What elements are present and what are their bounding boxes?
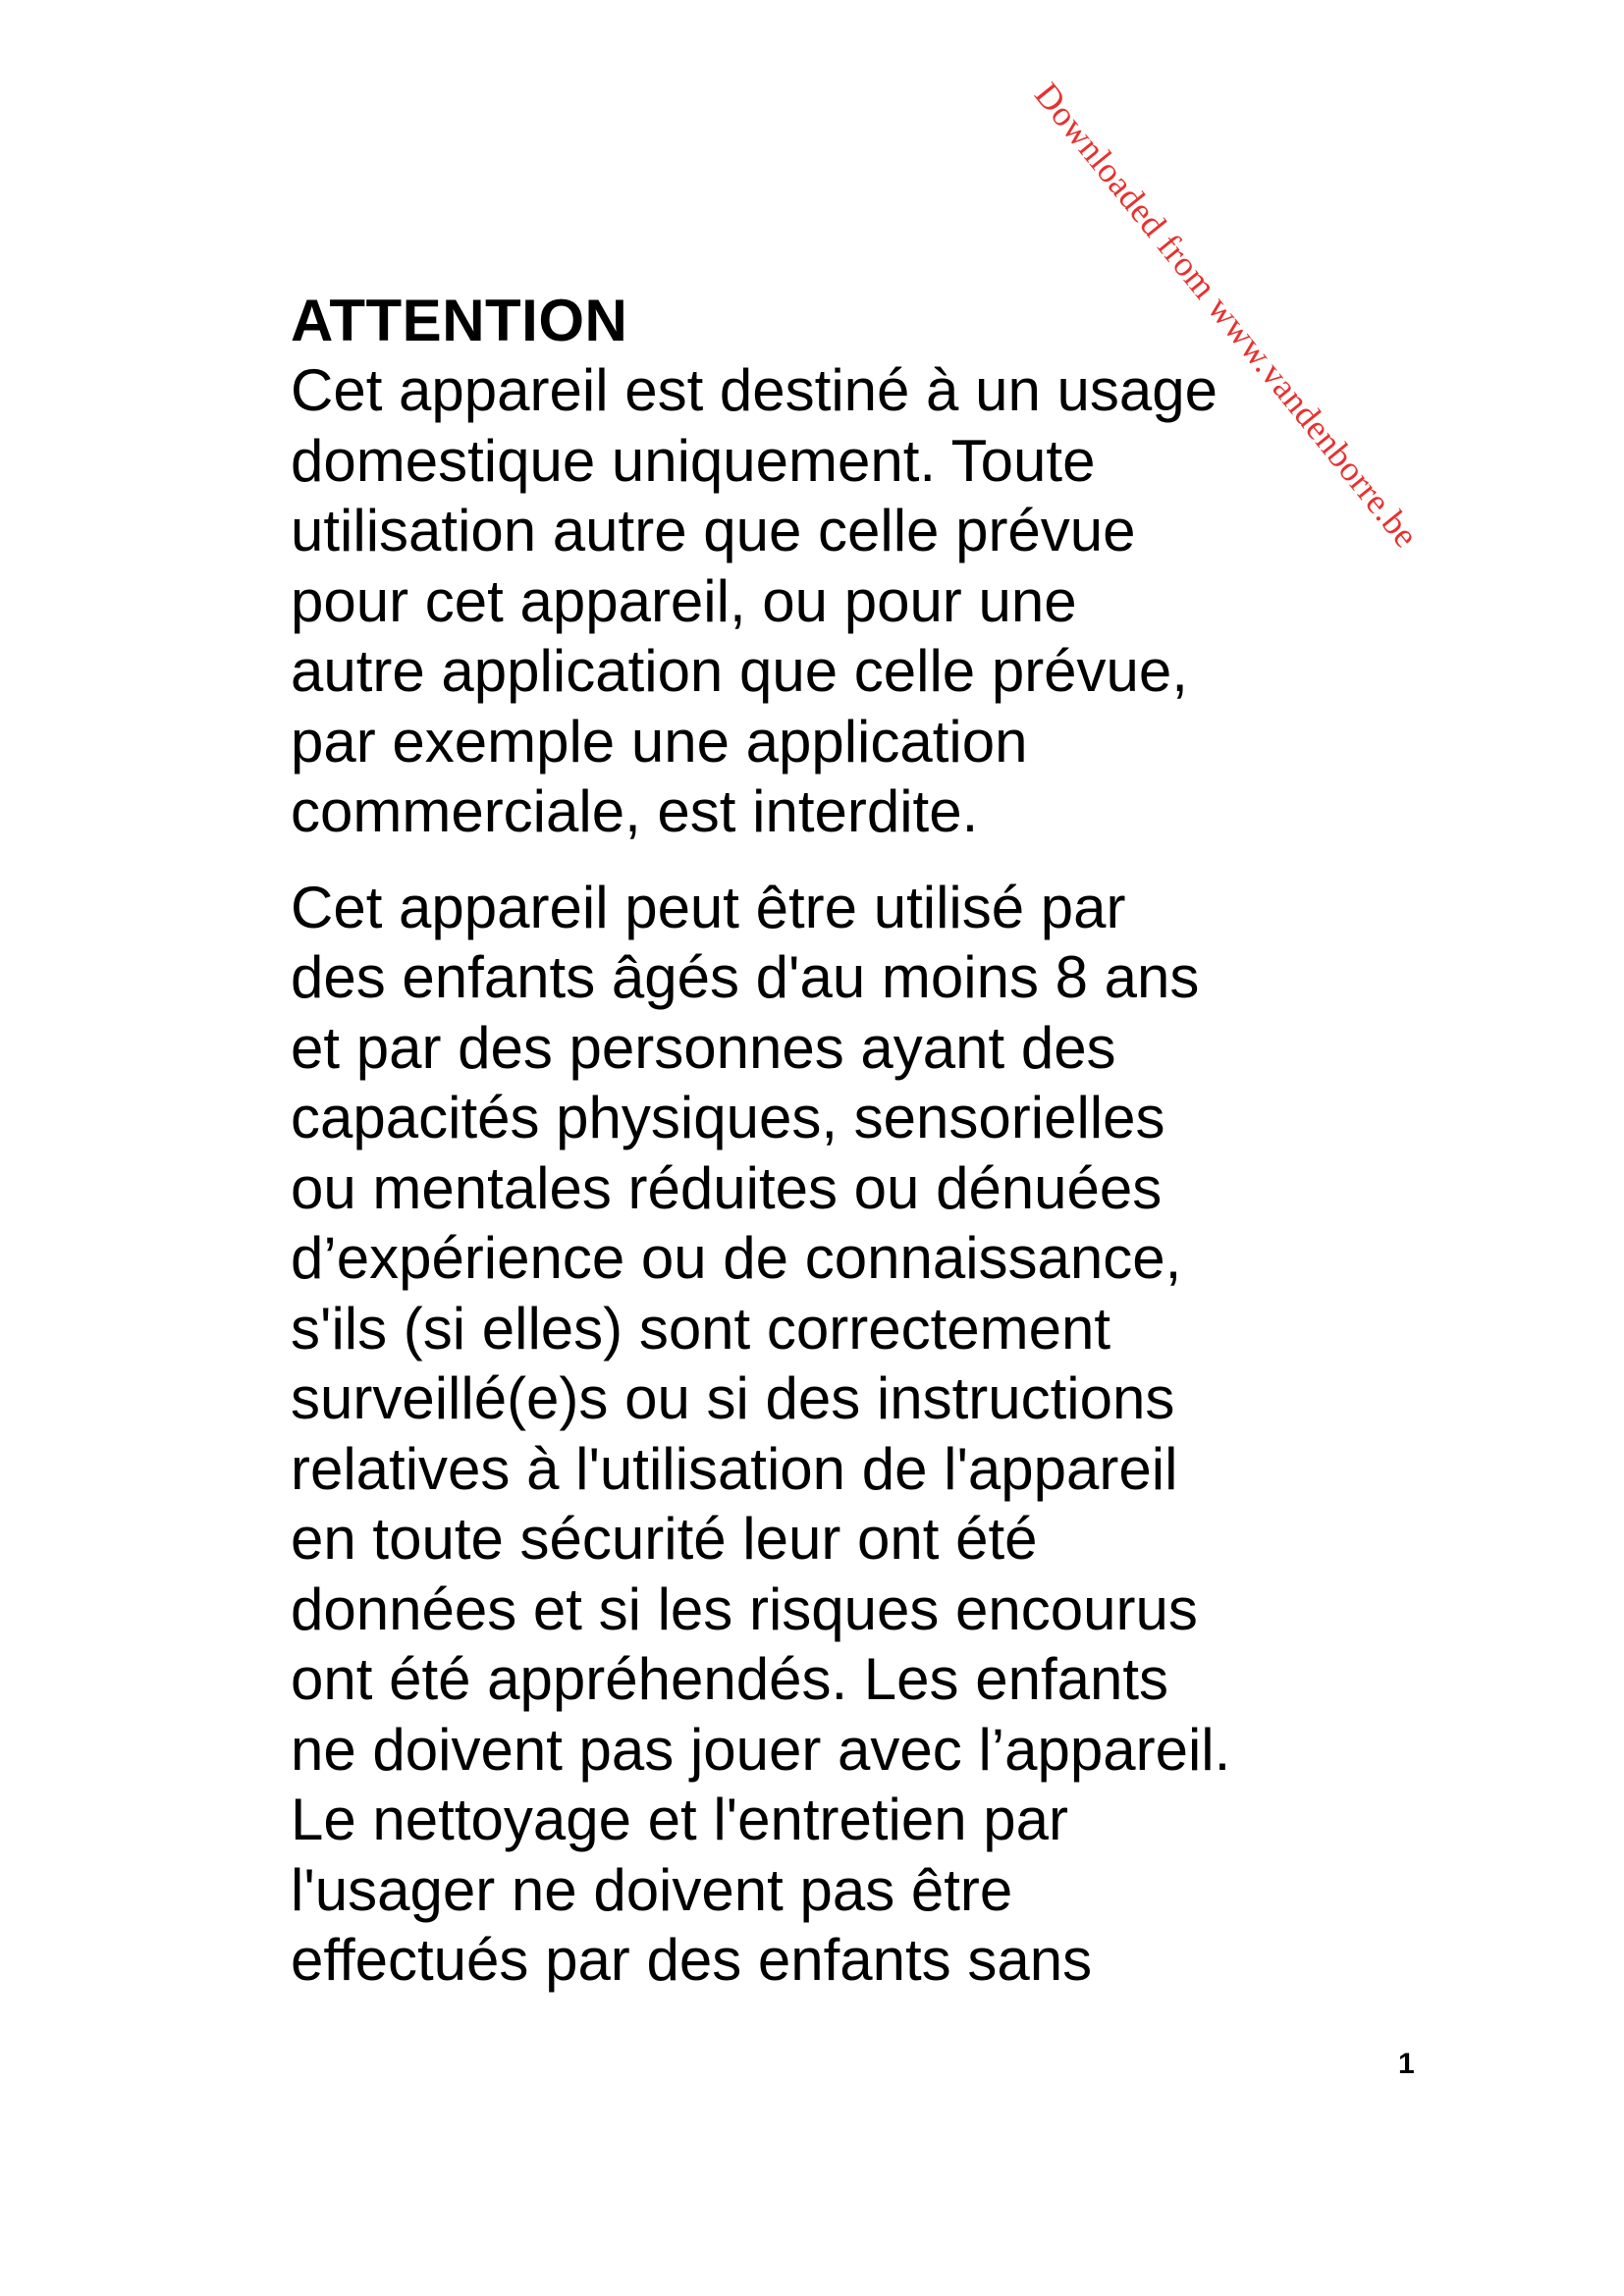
text-line: utilisation autre que celle prévue <box>291 498 1136 563</box>
text-line: capacités physiques, sensorielles <box>291 1085 1165 1150</box>
text-line: des enfants âgés d'au moins 8 ans <box>291 944 1200 1010</box>
warning-heading: ATTENTION <box>291 288 628 353</box>
text-line: effectués par des enfants sans <box>291 1927 1093 1993</box>
warning-section <box>291 287 1390 1996</box>
safety-paragraph <box>291 873 1390 1996</box>
text-line: autre application que celle prévue, <box>291 638 1188 704</box>
text-line: Le nettoyage et l'entretien par <box>291 1787 1069 1852</box>
text-line: s'ils (si elles) sont correctement <box>291 1295 1111 1362</box>
text-line: ont été appréhendés. Les enfants <box>291 1646 1169 1712</box>
text-line: en toute sécurité leur ont été <box>291 1506 1038 1572</box>
text-line: par exemple une application <box>291 708 1028 774</box>
text-line: Cet appareil est destiné à un usage <box>291 357 1218 423</box>
text-line: l'usager ne doivent pas être <box>291 1856 1013 1923</box>
text-line: et par des personnes ayant des <box>291 1014 1116 1081</box>
text-line: ne doivent pas jouer avec l’appareil. <box>291 1716 1231 1783</box>
text-line: ou mentales réduites ou dénuées <box>291 1154 1163 1221</box>
text-line: Cet appareil peut être utilisé par <box>291 874 1126 940</box>
usage-paragraph <box>291 355 1390 847</box>
text-line: commerciale, est interdite. <box>291 778 979 844</box>
text-line: domestique uniquement. Toute <box>291 427 1096 494</box>
page-number: 1 <box>1398 2048 1415 2080</box>
download-watermark: Downloaded from www.vandenborre.be <box>1027 75 1427 556</box>
text-line: relatives à l'utilisation de l'appareil <box>291 1435 1178 1502</box>
text-line: pour cet appareil, ou pour une <box>291 567 1077 634</box>
text-line: données et si les risques encourus <box>291 1575 1198 1642</box>
text-line: d’expérience ou de connaissance, <box>291 1225 1182 1291</box>
text-line: surveillé(e)s ou si des instructions <box>291 1365 1175 1431</box>
